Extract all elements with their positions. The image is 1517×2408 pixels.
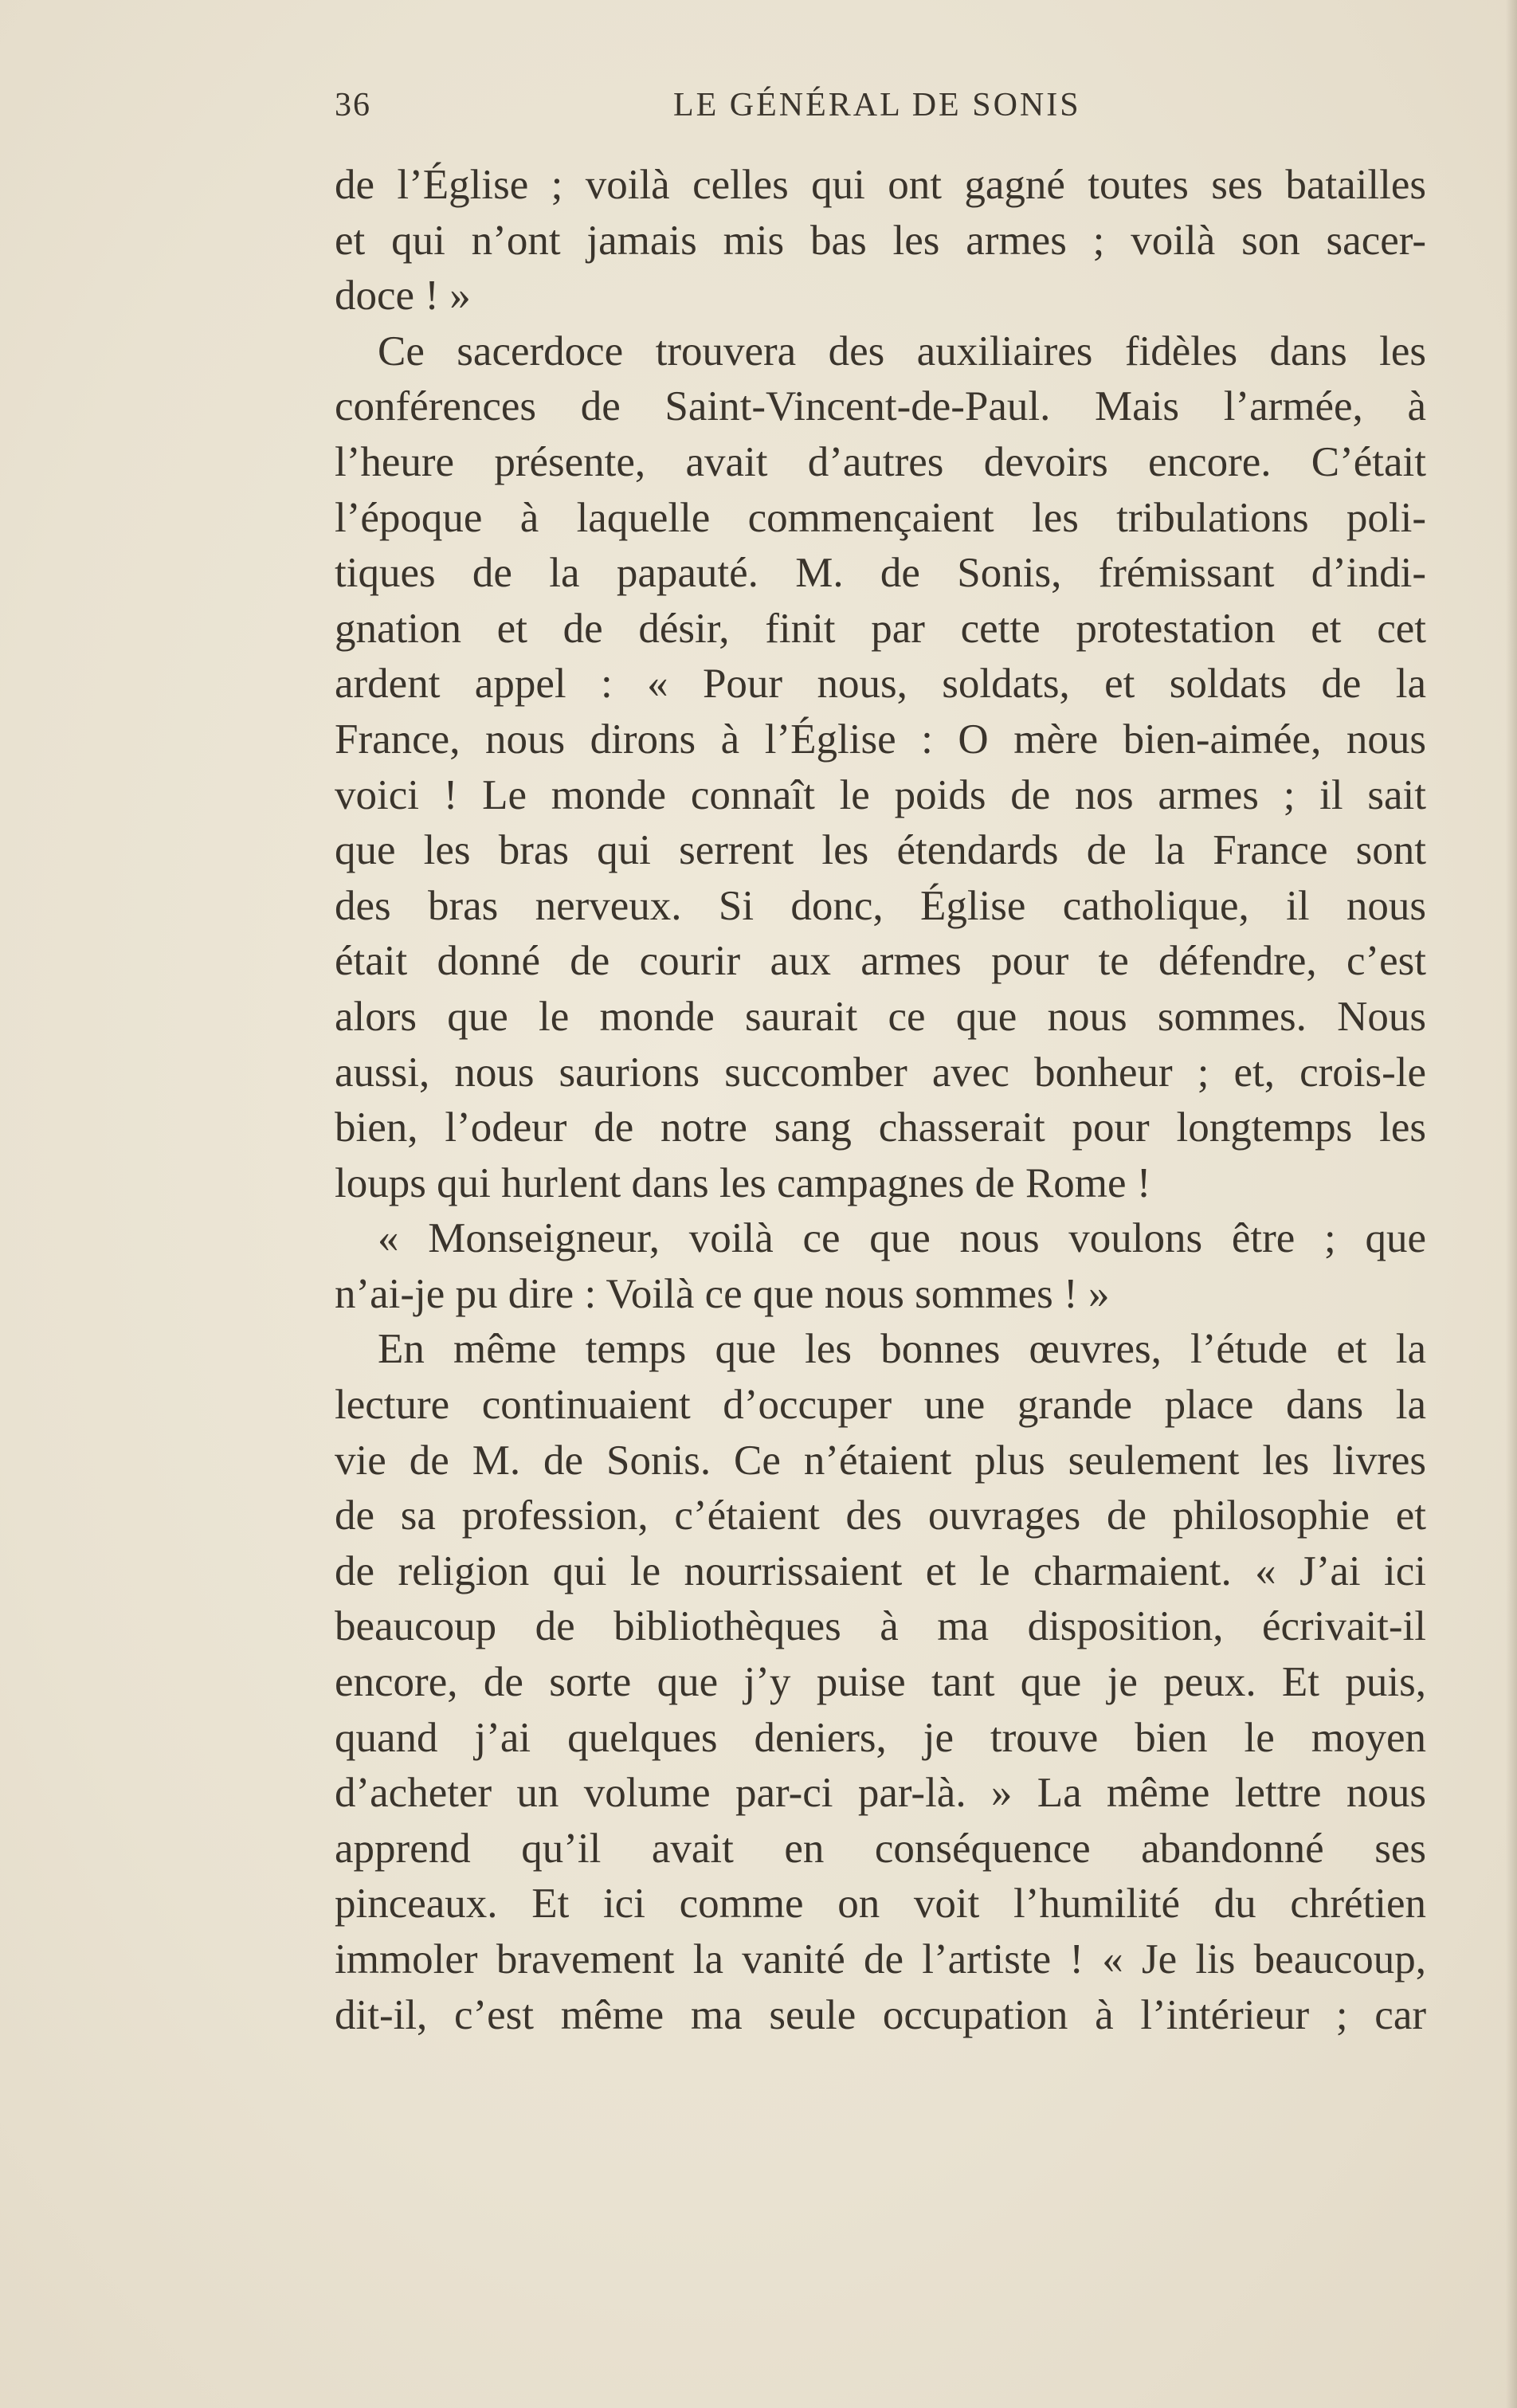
text-line: n’ai-je pu dire : Voilà ce que nous sommes ! » — [335, 1270, 1110, 1317]
text-line: encore, de sorte que j’y puise tant que je peux. Et puis, — [335, 1659, 1426, 1706]
text-line: aussi, nous saurions succomber avec bonheur ; et, crois-le — [335, 1049, 1426, 1096]
text-line: de l’Église ; voilà celles qui ont gagné toutes ses batailles — [335, 162, 1426, 208]
text-line: dit-il, c’est même ma seule occupation à l’intérieur ; car — [335, 1991, 1426, 2038]
text-line: En même temps que les bonnes œuvres, l’étude et la — [378, 1326, 1426, 1373]
text-line: doce ! » — [335, 273, 471, 320]
text-line: d’acheter un volume par-ci par-là. » La même lettre nous — [335, 1770, 1426, 1817]
text-line: bien, l’odeur de notre sang chasserait pour longtemps les — [335, 1104, 1426, 1151]
body-text — [335, 158, 1426, 2043]
text-line: de sa profession, c’étaient des ouvrages de philosophie et — [335, 1492, 1426, 1539]
text-line: voici ! Le monde connaît le poids de nos armes ; il sait — [335, 771, 1426, 818]
text-line: et qui n’ont jamais mis bas les armes ; voilà son sacer- — [335, 217, 1426, 264]
text-line: tiques de la papauté. M. de Sonis, frémissant d’indi- — [335, 550, 1426, 597]
text-line: quand j’ai quelques deniers, je trouve bien le moyen — [335, 1714, 1426, 1761]
text-line: vie de M. de Sonis. Ce n’étaient plus seulement les livres — [335, 1437, 1426, 1484]
text-line: alors que le monde saurait ce que nous sommes. Nous — [335, 993, 1426, 1040]
text-line: l’heure présente, avait d’autres devoirs encore. C’était — [335, 438, 1426, 485]
text-line: France, nous dirons à l’Église : O mère bien-aimée, nous — [335, 716, 1426, 763]
text-line: lecture continuaient d’occuper une grande place dans la — [335, 1382, 1426, 1429]
text-line: beaucoup de bibliothèques à ma disposition, écrivait-il — [335, 1603, 1426, 1650]
text-line: était donné de courir aux armes pour te défendre, c’est — [335, 938, 1426, 985]
text-line: des bras nerveux. Si donc, Église catholique, il nous — [335, 882, 1426, 929]
text-line: que les bras qui serrent les étendards de la France sont — [335, 827, 1426, 874]
text-line: ardent appel : « Pour nous, soldats, et soldats de la — [335, 661, 1426, 708]
text-line: apprend qu’il avait en conséquence abandonné ses — [335, 1825, 1426, 1872]
text-line: gnation et de désir, finit par cette protestation et cet — [335, 605, 1426, 652]
text-line: immoler bravement la vanité de l’artiste ! « Je lis beaucoup, — [335, 1936, 1426, 1982]
text-line: « Monseigneur, voilà ce que nous voulons être ; que — [378, 1215, 1426, 1262]
text-line: l’époque à laquelle commençaient les tribulations poli- — [335, 494, 1426, 541]
text-line: conférences de Saint-Vincent-de-Paul. Mais l’armée, à — [335, 383, 1426, 430]
text-line: Ce sacerdoce trouvera des auxiliaires fidèles dans les — [378, 327, 1426, 375]
running-title: LE GÉNÉRAL DE SONIS — [673, 87, 1081, 124]
page-edge-shadow — [1506, 0, 1517, 2408]
text-line: de religion qui le nourrissaient et le charmaient. « J’ai ici — [335, 1547, 1426, 1594]
page-header — [335, 86, 1434, 134]
page-number: 36 — [335, 87, 371, 124]
text-line: loups qui hurlent dans les campagnes de Rome ! — [335, 1159, 1151, 1206]
text-line: pinceaux. Et ici comme on voit l’humilité du chrétien — [335, 1881, 1426, 1928]
